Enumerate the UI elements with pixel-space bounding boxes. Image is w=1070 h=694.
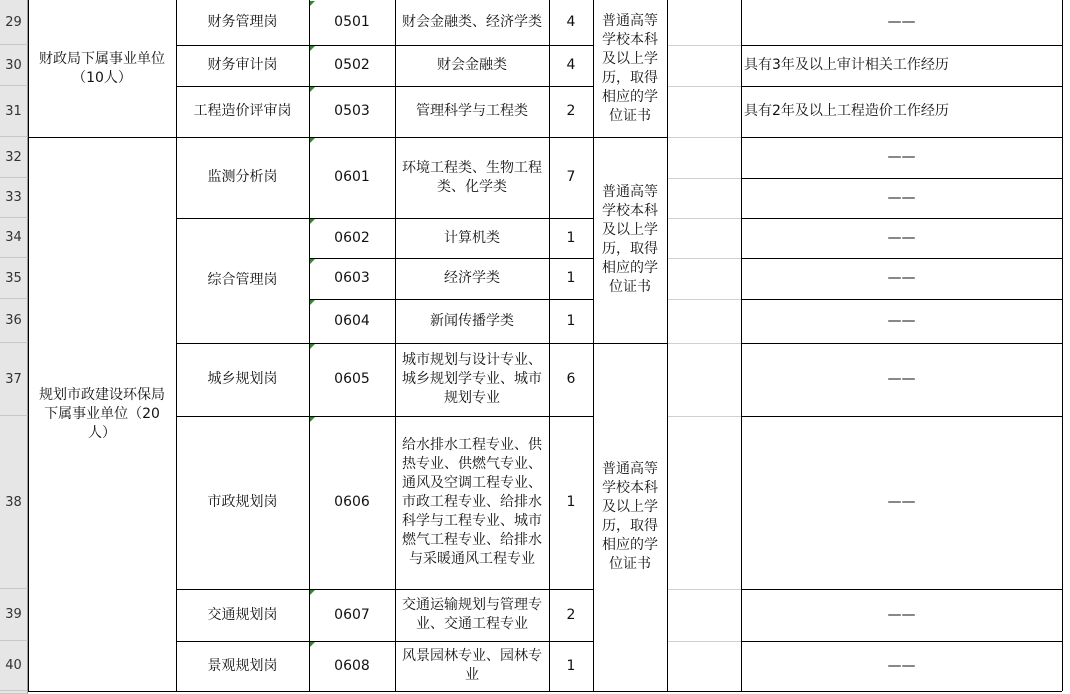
cell-marker xyxy=(310,590,315,595)
major-cell-text: 交通运输规划与管理专业、交通工程专业 xyxy=(402,597,542,632)
count-cell-text: 7 xyxy=(566,169,576,185)
cell-border xyxy=(28,0,29,691)
count-cell[interactable] xyxy=(549,137,593,218)
position-cell-text: 市政规划岗 xyxy=(207,494,278,510)
count-cell-text: 6 xyxy=(566,371,576,387)
unit-cell[interactable] xyxy=(28,137,176,691)
education-cell-text: 普通高等学校本科及以上学历，取得相应的学位证书 xyxy=(602,184,658,295)
row-header[interactable]: 34 xyxy=(0,218,28,258)
major-cell[interactable] xyxy=(395,641,549,691)
cell-marker xyxy=(310,87,315,92)
cell-border xyxy=(593,343,667,344)
code-cell-text: 0501 xyxy=(334,14,370,30)
cell-border xyxy=(395,0,396,691)
count-cell-text: 1 xyxy=(566,312,576,329)
cell-border xyxy=(309,589,593,590)
requirement-cell[interactable] xyxy=(741,0,1062,45)
count-cell[interactable] xyxy=(549,258,593,299)
cell-border xyxy=(667,0,668,691)
major-cell-text: 财会金融类、经济学类 xyxy=(402,14,542,30)
row-header[interactable]: 36 xyxy=(0,299,28,343)
count-cell[interactable] xyxy=(549,218,593,258)
code-cell[interactable] xyxy=(309,589,395,641)
gridline xyxy=(667,299,741,300)
cell-marker xyxy=(310,300,315,305)
requirement-cell[interactable] xyxy=(741,218,1062,258)
unit-cell-text: 规划市政建设环保局下属事业单位（20人） xyxy=(39,386,165,441)
gridline xyxy=(667,343,741,344)
major-cell[interactable] xyxy=(395,416,549,589)
cell-marker xyxy=(310,259,315,264)
gridline xyxy=(667,416,741,417)
code-cell-text: 0502 xyxy=(334,57,370,73)
cell-border xyxy=(309,137,593,138)
requirement-cell-text: —— xyxy=(887,657,916,674)
code-cell[interactable] xyxy=(309,299,395,343)
count-cell-text: 2 xyxy=(566,606,576,623)
code-cell[interactable] xyxy=(309,641,395,691)
gridline xyxy=(667,641,741,642)
requirement-cell-text: 具有2年及以上工程造价工作经历 xyxy=(744,103,949,119)
cell-border xyxy=(309,416,593,417)
major-cell[interactable] xyxy=(395,343,549,416)
gridline xyxy=(667,86,741,87)
cell-border xyxy=(741,589,1062,590)
requirement-cell[interactable] xyxy=(741,86,1062,137)
cell-border xyxy=(309,86,593,87)
gridline xyxy=(667,178,741,179)
major-cell[interactable] xyxy=(395,86,549,137)
requirement-cell[interactable] xyxy=(741,299,1062,343)
gridline xyxy=(667,589,741,590)
position-cell-text: 综合管理岗 xyxy=(207,272,278,288)
cell-border xyxy=(741,641,1062,642)
count-cell-text: 4 xyxy=(566,57,576,73)
cell-border xyxy=(741,218,1062,219)
row-header[interactable]: 33 xyxy=(0,178,28,218)
cell-border xyxy=(309,343,593,344)
position-cell[interactable] xyxy=(176,86,309,137)
requirement-cell-text: —— xyxy=(887,229,916,246)
cell-border xyxy=(309,258,593,259)
count-cell-text: 1 xyxy=(566,657,576,674)
count-cell-text: 4 xyxy=(566,14,576,30)
unit-cell[interactable] xyxy=(28,0,176,137)
education-cell[interactable] xyxy=(593,0,667,137)
requirement-cell[interactable] xyxy=(741,45,1062,86)
cell-border xyxy=(1062,0,1063,691)
code-cell-text: 0607 xyxy=(334,606,370,623)
major-cell-text: 环境工程类、生物工程类、化学类 xyxy=(402,159,542,195)
count-cell[interactable] xyxy=(549,641,593,691)
major-cell[interactable] xyxy=(395,137,549,218)
major-cell-text: 城市规划与设计专业、城乡规划学专业、城市规划专业 xyxy=(402,352,542,406)
code-cell[interactable] xyxy=(309,45,395,86)
position-cell-text: 工程造价评审岗 xyxy=(193,103,292,119)
count-cell[interactable] xyxy=(549,299,593,343)
requirement-cell-text: —— xyxy=(887,494,916,510)
position-cell[interactable] xyxy=(176,0,309,45)
cell-border xyxy=(741,299,1062,300)
education-cell-text: 普通高等学校本科及以上学历，取得相应的学位证书 xyxy=(602,12,658,124)
code-cell[interactable] xyxy=(309,137,395,218)
count-cell[interactable] xyxy=(549,343,593,416)
count-cell-text: 1 xyxy=(566,229,576,246)
position-cell-text: 景观规划岗 xyxy=(207,657,278,674)
position-cell[interactable] xyxy=(176,218,309,343)
cell-border xyxy=(309,45,593,46)
position-cell-text: 财务审计岗 xyxy=(207,57,278,73)
requirement-cell-text: 具有3年及以上审计相关工作经历 xyxy=(744,57,949,73)
cell-marker xyxy=(310,642,315,647)
position-cell-text: 城乡规划岗 xyxy=(207,371,278,387)
position-cell[interactable] xyxy=(176,589,309,641)
cell-border xyxy=(741,0,742,691)
code-cell-text: 0603 xyxy=(334,270,370,286)
count-cell[interactable] xyxy=(549,0,593,45)
cell-border xyxy=(176,416,309,417)
position-cell-text: 交通规划岗 xyxy=(207,606,278,623)
gridline xyxy=(667,258,741,259)
row-header[interactable]: 30 xyxy=(0,45,28,86)
cell-border xyxy=(741,45,1062,46)
gridline xyxy=(667,137,741,138)
cell-border xyxy=(741,258,1062,259)
code-cell[interactable] xyxy=(309,0,395,45)
requirement-cell-text: —— xyxy=(887,149,916,165)
requirement-cell-text: —— xyxy=(887,606,916,623)
cell-border xyxy=(176,343,309,344)
count-cell-text: 1 xyxy=(566,494,576,510)
count-cell[interactable] xyxy=(549,86,593,137)
cell-border xyxy=(176,45,309,46)
count-cell[interactable] xyxy=(549,416,593,589)
row-header[interactable]: 40 xyxy=(0,641,28,691)
row-header[interactable]: 31 xyxy=(0,86,28,137)
unit-cell-text: 财政局下属事业单位（10人） xyxy=(39,50,165,86)
cell-marker xyxy=(310,417,315,422)
row-header[interactable]: 39 xyxy=(0,589,28,641)
gridline xyxy=(667,218,741,219)
requirement-cell[interactable] xyxy=(741,178,1062,218)
code-cell-text: 0604 xyxy=(334,312,370,329)
cell-border xyxy=(741,178,1062,179)
cell-border xyxy=(176,641,309,642)
code-cell[interactable] xyxy=(309,343,395,416)
position-cell-text: 监测分析岗 xyxy=(207,169,278,185)
cell-border xyxy=(309,218,593,219)
major-cell[interactable] xyxy=(395,45,549,86)
cell-border xyxy=(176,0,177,691)
major-cell[interactable] xyxy=(395,258,549,299)
cell-marker xyxy=(310,1,315,6)
major-cell-text: 经济学类 xyxy=(444,270,500,286)
code-cell-text: 0606 xyxy=(334,494,370,510)
count-cell[interactable] xyxy=(549,45,593,86)
row-header[interactable]: 29 xyxy=(0,0,28,45)
code-cell-text: 0608 xyxy=(334,657,370,674)
position-cell-text: 财务管理岗 xyxy=(207,14,278,30)
code-cell-text: 0602 xyxy=(334,229,370,246)
cell-border xyxy=(309,0,310,691)
major-cell[interactable] xyxy=(395,299,549,343)
education-cell-text: 普通高等学校本科及以上学历，取得相应的学位证书 xyxy=(602,461,658,572)
count-cell[interactable] xyxy=(549,589,593,641)
code-cell[interactable] xyxy=(309,416,395,589)
cell-border xyxy=(176,86,309,87)
major-cell-text: 管理科学与工程类 xyxy=(416,103,528,119)
major-cell[interactable] xyxy=(395,0,549,45)
position-cell[interactable] xyxy=(176,137,309,218)
cell-marker xyxy=(310,344,315,349)
position-cell[interactable] xyxy=(176,343,309,416)
requirement-cell-text: —— xyxy=(887,14,916,30)
cell-border xyxy=(549,0,550,691)
position-cell[interactable] xyxy=(176,641,309,691)
education-cell[interactable] xyxy=(593,343,667,691)
position-cell[interactable] xyxy=(176,416,309,589)
major-cell[interactable] xyxy=(395,218,549,258)
major-cell-text: 新闻传播学类 xyxy=(430,312,514,329)
cell-border xyxy=(176,218,309,219)
row-header[interactable]: 32 xyxy=(0,137,28,178)
major-cell-text: 财会金融类 xyxy=(437,57,507,73)
row-header[interactable]: 37 xyxy=(0,343,28,416)
cell-border xyxy=(741,416,1062,417)
cell-border xyxy=(28,691,1062,692)
cell-border xyxy=(176,589,309,590)
cell-border xyxy=(176,137,309,138)
requirement-cell[interactable] xyxy=(741,137,1062,178)
requirement-cell-text: —— xyxy=(887,189,916,206)
row-header[interactable]: 38 xyxy=(0,416,28,589)
major-cell[interactable] xyxy=(395,589,549,641)
requirement-cell-text: —— xyxy=(887,270,916,286)
requirement-cell[interactable] xyxy=(741,343,1062,416)
cell-border xyxy=(28,137,176,138)
major-cell-text: 计算机类 xyxy=(444,229,500,246)
cell-border xyxy=(309,641,593,642)
major-cell-text: 给水排水工程专业、供热专业、供燃气专业、通风及空调工程专业、市政工程专业、给排水科学与工程专业、城市燃气工程专业、给排水与采暖通风工程专业 xyxy=(402,437,542,567)
cell-border xyxy=(309,299,593,300)
count-cell-text: 2 xyxy=(566,103,576,119)
cell-marker xyxy=(310,138,315,143)
major-cell-text: 风景园林专业、园林专业 xyxy=(402,648,542,683)
code-cell[interactable] xyxy=(309,258,395,299)
requirement-cell-text: —— xyxy=(887,371,916,387)
cell-border xyxy=(741,86,1062,87)
requirement-cell-text: —— xyxy=(887,312,916,329)
cell-border xyxy=(741,137,1062,138)
requirement-cell[interactable] xyxy=(741,258,1062,299)
count-cell-text: 1 xyxy=(566,270,576,286)
position-cell[interactable] xyxy=(176,45,309,86)
cell-border xyxy=(593,0,594,691)
requirement-cell[interactable] xyxy=(741,416,1062,589)
requirement-cell[interactable] xyxy=(741,641,1062,691)
code-cell-text: 0605 xyxy=(334,371,370,387)
cell-marker xyxy=(310,219,315,224)
cell-marker xyxy=(310,46,315,51)
cell-border xyxy=(593,137,667,138)
requirement-cell[interactable] xyxy=(741,589,1062,641)
cell-border xyxy=(741,343,1062,344)
code-cell[interactable] xyxy=(309,86,395,137)
code-cell-text: 0601 xyxy=(334,169,370,185)
code-cell-text: 0503 xyxy=(334,103,370,119)
row-header[interactable]: 35 xyxy=(0,258,28,299)
education-cell[interactable] xyxy=(593,137,667,343)
gridline xyxy=(667,45,741,46)
code-cell[interactable] xyxy=(309,218,395,258)
